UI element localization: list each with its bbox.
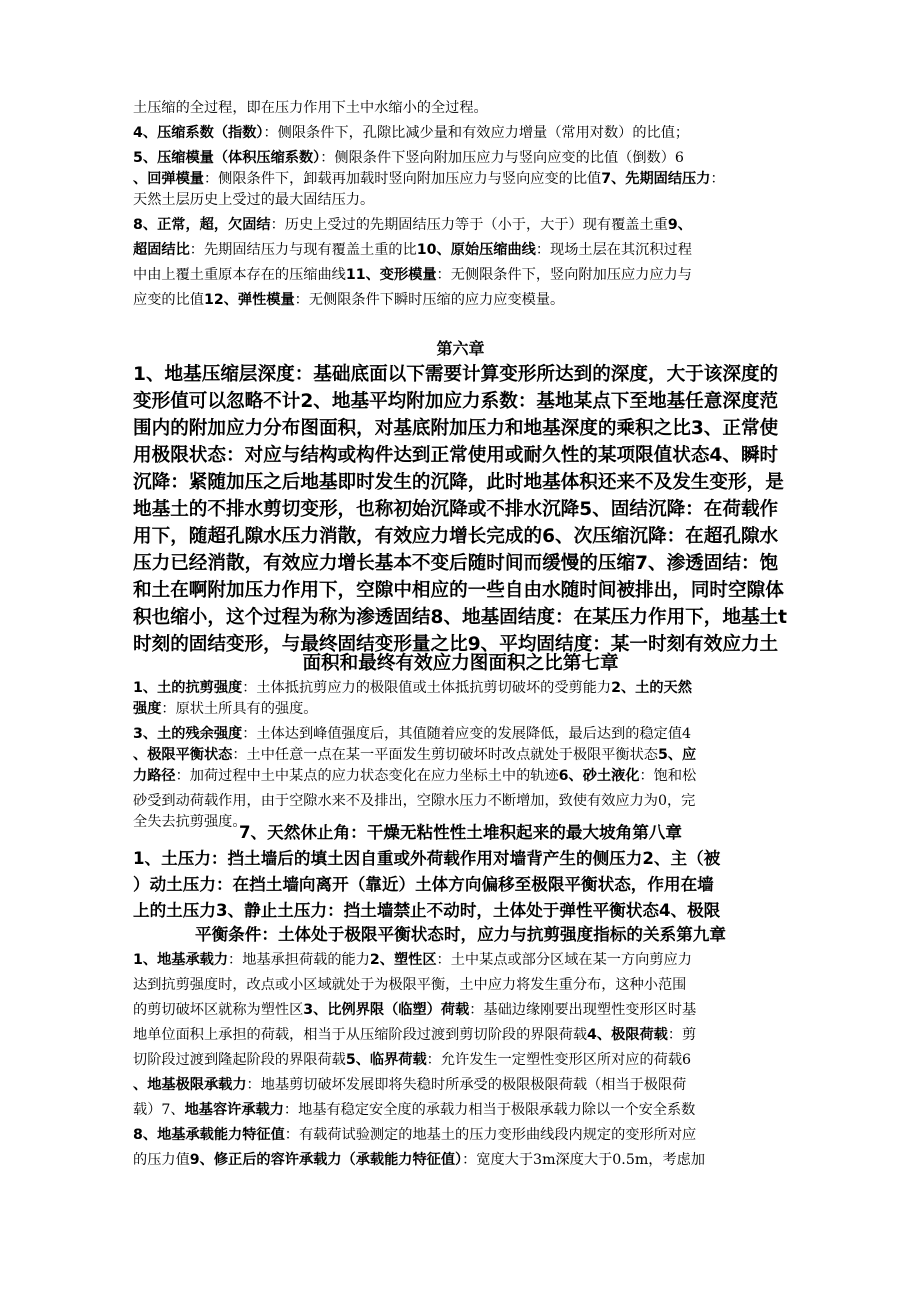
ch5-line: 、回弹模量：侧限条件下，卸载再加载时竖向附加压应力与竖向应变的比值7、先期固结压力： <box>133 171 725 187</box>
ch7-line: 、极限平衡状态：土中任意一点在某一平面发生剪切破坏时改点就处于极限平衡状态5、应 <box>133 747 697 763</box>
ch7-line: 1、土的抗剪强度：土体抵抗剪应力的极限值或土体抵抗剪切破坏的受剪能力2、土的天然 <box>133 680 692 696</box>
ch6-line: 压力已经消散，有效应力增长基本不变后随时间而缓慢的压缩7、渗透固结：饱 <box>133 553 779 574</box>
ch7-line: 力路径：加荷过程中土中某点的应力状态变化在应力坐标土中的轨迹6、砂土液化：饱和松 <box>133 768 697 784</box>
ch9-line: 、地基极限承载力：地基剪切破坏发展即将失稳时所承受的极限极限荷载（相当于极限荷 <box>133 1077 687 1093</box>
ch5-line: 应变的比值12、弹性模量：无侧限条件下瞬时压缩的应力应变模量。 <box>133 292 565 308</box>
ch9-line: 8、地基承载能力特征值：有载荷试验测定的地基土的压力变形曲线段内规定的变形所对应 <box>133 1127 697 1143</box>
ch5-line: 土压缩的全过程，即在压力作用下土中水缩小的全过程。 <box>133 100 488 116</box>
ch5-line: 5、压缩模量（体积压缩系数）：侧限条件下竖向附加压应力与竖向应变的比值（倒数）6 <box>133 150 684 166</box>
ch8-line-last: 平衡条件：土体处于极限平衡状态时，应力与抗剪强度指标的关系第九章 <box>195 925 726 944</box>
ch8-line: 1、土压力：挡土墙后的填土因自重或外荷载作用对墙背产生的侧压力2、主（被 <box>133 849 721 868</box>
ch9-line: 载）7、地基容许承载力：地基有稳定安全度的承载力相当于极限承载力除以一个安全系数 <box>133 1102 696 1118</box>
ch5-line: 天然土层历史上受过的最大固结压力。 <box>133 192 375 208</box>
ch9-line: 的压力值9、修正后的容许承载力（承载能力特征值）：宽度大于3m深度大于0.5m，考虑加 <box>133 1152 706 1168</box>
ch6-line: 用下，随超孔隙水压力消散，有效应力增长完成的6、次压缩沉降：在超孔隙水 <box>133 526 779 547</box>
ch6-line: 时刻的固结变形，与最终固结变形量之比9、平均固结度：某一时刻有效应力土 <box>133 634 779 655</box>
ch6-line: 用极限状态：对应与结构或构件达到正常使用或耐久性的某项限值状态4、瞬时 <box>133 445 779 466</box>
ch6-line: 沉降：紧随加压之后地基即时发生的沉降，此时地基体积还来不及发生变形，是 <box>133 472 784 493</box>
ch9-line: 地单位面积上承担的荷载，相当于从压缩阶段过渡到剪切阶段的界限荷载4、极限荷载：剪 <box>133 1027 697 1043</box>
ch9-line: 达到抗剪强度时，改点或小区域就处于为极限平衡，土中应力将发生重分布，这种小范围 <box>133 977 687 993</box>
ch7-line: 强度：原状土所具有的强度。 <box>133 701 318 717</box>
ch5-line: 4、压缩系数（指数）：侧限条件下，孔隙比减少量和有效应力增量（常用对数）的比值； <box>133 125 690 141</box>
ch6-line: 变形值可以忽略不计2、地基平均附加应力系数：基地某点下至地基任意深度范 <box>133 391 779 412</box>
ch5-line: 8、正常，超，欠固结：历史上受过的先期固结压力等于（小于，大于）现有覆盖土重9、 <box>133 217 692 233</box>
ch6-line: 积也缩小，这个过程为称为渗透固结8、地基固结度：在某压力作用下，地基土t <box>133 607 788 628</box>
ch7-line: 全失去抗剪强度。 <box>133 814 247 830</box>
ch6-line: 1、地基压缩层深度：基础底面以下需要计算变形所达到的深度，大于该深度的 <box>133 364 779 385</box>
ch5-line: 中由上覆土重原本存在的压缩曲线11、变形模量：无侧限条件下，竖向附加压应力应力与 <box>133 267 692 283</box>
ch6-line-last: 面积和最终有效应力图面积之比第七章 <box>302 653 619 674</box>
ch9-line: 1、地基承载力：地基承担荷载的能力2、塑性区：土中某点或部分区域在某一方向剪应力 <box>133 952 692 968</box>
ch6-line: 围内的附加应力分布图面积，对基底附加压力和地基深度的乘积之比3、正常使 <box>133 418 779 439</box>
chapter-title: 第六章 <box>436 339 485 358</box>
ch5-line: 超固结比：先期固结压力与现有覆盖土重的比10、原始压缩曲线：现场土层在其沉积过程 <box>133 242 692 258</box>
ch8-line: ）动土压力：在挡土墙向离开（靠近）土体方向偏移至极限平衡状态，作用在墙 <box>133 875 714 894</box>
ch9-line: 的剪切破坏区就称为塑性区3、比例界限（临塑）荷载：基础边缘刚要出现塑性变形区时基 <box>133 1002 697 1018</box>
ch7-end-line: 7、天然休止角：干燥无粘性性土堆积起来的最大坡角第八章 <box>239 823 682 842</box>
ch9-line: 切阶段过渡到隆起阶段的界限荷载5、临界荷载：允许发生一定塑性变形区所对应的荷载6 <box>133 1052 692 1068</box>
ch7-line: 3、土的残余强度：土体达到峰值强度后，其值随着应变的发展降低，最后达到的稳定值4 <box>133 726 692 742</box>
ch6-line: 地基土的不排水剪切变形，也称初始沉降或不排水沉降5、固结沉降：在荷载作 <box>133 499 779 520</box>
ch7-line: 砂受到动荷载作用，由于空隙水来不及排出，空隙水压力不断增加，致使有效应力为0，完 <box>133 793 696 809</box>
ch8-line: 上的土压力3、静止土压力：挡土墙禁止不动时，土体处于弹性平衡状态4、极限 <box>133 901 721 920</box>
ch6-line: 和土在啊附加压力作用下，空隙中相应的一些自由水随时间被排出，同时空隙体 <box>133 580 784 601</box>
